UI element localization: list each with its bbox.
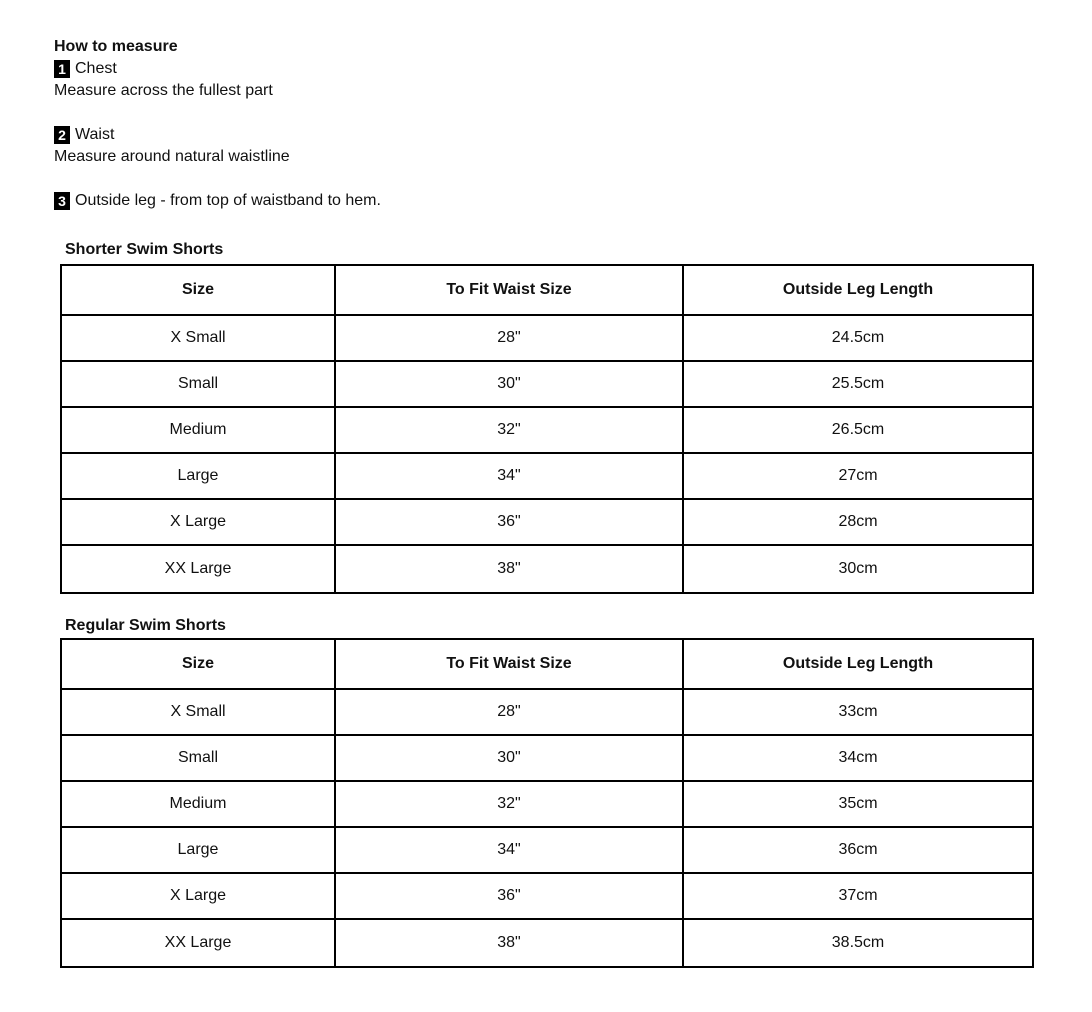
table-title-shorter: Shorter Swim Shorts bbox=[65, 241, 224, 258]
cell-outside-leg-length: 35cm bbox=[683, 781, 1033, 827]
cell-waist-size: 38" bbox=[335, 545, 683, 593]
table-header-row bbox=[61, 265, 1033, 315]
cell-size: Small bbox=[61, 735, 335, 781]
cell-size: X Large bbox=[61, 873, 335, 919]
cell-waist-size: 30" bbox=[335, 361, 683, 407]
column-header-waist-size: To Fit Waist Size bbox=[335, 265, 683, 315]
column-header-waist-size: To Fit Waist Size bbox=[335, 639, 683, 689]
cell-size: Medium bbox=[61, 781, 335, 827]
step-number-badge: 1 bbox=[54, 60, 70, 78]
cell-waist-size: 30" bbox=[335, 735, 683, 781]
cell-size: X Large bbox=[61, 499, 335, 545]
step-number-badge: 3 bbox=[54, 192, 70, 210]
measuring-guide bbox=[54, 36, 381, 212]
step-outside-leg bbox=[54, 190, 381, 212]
step-chest bbox=[54, 58, 381, 80]
cell-size: X Small bbox=[61, 315, 335, 361]
cell-size: XX Large bbox=[61, 919, 335, 967]
step-waist bbox=[54, 124, 381, 146]
step-number-badge: 2 bbox=[54, 126, 70, 144]
cell-size: Large bbox=[61, 453, 335, 499]
guide-title: How to measure bbox=[54, 38, 178, 55]
cell-waist-size: 32" bbox=[335, 407, 683, 453]
step-description: Measure across the fullest part bbox=[54, 82, 273, 99]
cell-outside-leg-length: 33cm bbox=[683, 689, 1033, 735]
cell-outside-leg-length: 37cm bbox=[683, 873, 1033, 919]
size-table-shorter bbox=[60, 264, 1034, 594]
cell-size: X Small bbox=[61, 689, 335, 735]
cell-outside-leg-length: 24.5cm bbox=[683, 315, 1033, 361]
step-label: Outside leg - from top of waistband to hem. bbox=[75, 192, 381, 209]
cell-waist-size: 28" bbox=[335, 689, 683, 735]
cell-outside-leg-length: 25.5cm bbox=[683, 361, 1033, 407]
cell-outside-leg-length: 27cm bbox=[683, 453, 1033, 499]
table-row bbox=[61, 545, 1033, 593]
cell-waist-size: 36" bbox=[335, 499, 683, 545]
table-header-row bbox=[61, 639, 1033, 689]
cell-size: Large bbox=[61, 827, 335, 873]
cell-outside-leg-length: 34cm bbox=[683, 735, 1033, 781]
cell-outside-leg-length: 30cm bbox=[683, 545, 1033, 593]
size-table-regular bbox=[60, 638, 1034, 968]
table-row bbox=[61, 453, 1033, 499]
cell-outside-leg-length: 28cm bbox=[683, 499, 1033, 545]
column-header-outside-leg-length: Outside Leg Length bbox=[683, 265, 1033, 315]
cell-waist-size: 28" bbox=[335, 315, 683, 361]
column-header-size: Size bbox=[61, 265, 335, 315]
table-row bbox=[61, 361, 1033, 407]
cell-waist-size: 32" bbox=[335, 781, 683, 827]
cell-outside-leg-length: 26.5cm bbox=[683, 407, 1033, 453]
table-row bbox=[61, 735, 1033, 781]
table-row bbox=[61, 919, 1033, 967]
cell-waist-size: 34" bbox=[335, 453, 683, 499]
table-row bbox=[61, 827, 1033, 873]
cell-size: Small bbox=[61, 361, 335, 407]
cell-outside-leg-length: 38.5cm bbox=[683, 919, 1033, 967]
table-row bbox=[61, 873, 1033, 919]
table-row bbox=[61, 407, 1033, 453]
table-row bbox=[61, 689, 1033, 735]
cell-size: Medium bbox=[61, 407, 335, 453]
cell-waist-size: 38" bbox=[335, 919, 683, 967]
step-description: Measure around natural waistline bbox=[54, 148, 290, 165]
column-header-outside-leg-length: Outside Leg Length bbox=[683, 639, 1033, 689]
cell-size: XX Large bbox=[61, 545, 335, 593]
table-row bbox=[61, 781, 1033, 827]
column-header-size: Size bbox=[61, 639, 335, 689]
table-row bbox=[61, 499, 1033, 545]
cell-waist-size: 36" bbox=[335, 873, 683, 919]
cell-outside-leg-length: 36cm bbox=[683, 827, 1033, 873]
table-title-regular: Regular Swim Shorts bbox=[65, 617, 226, 634]
step-label: Waist bbox=[75, 126, 115, 143]
table-row bbox=[61, 315, 1033, 361]
step-label: Chest bbox=[75, 60, 117, 77]
cell-waist-size: 34" bbox=[335, 827, 683, 873]
